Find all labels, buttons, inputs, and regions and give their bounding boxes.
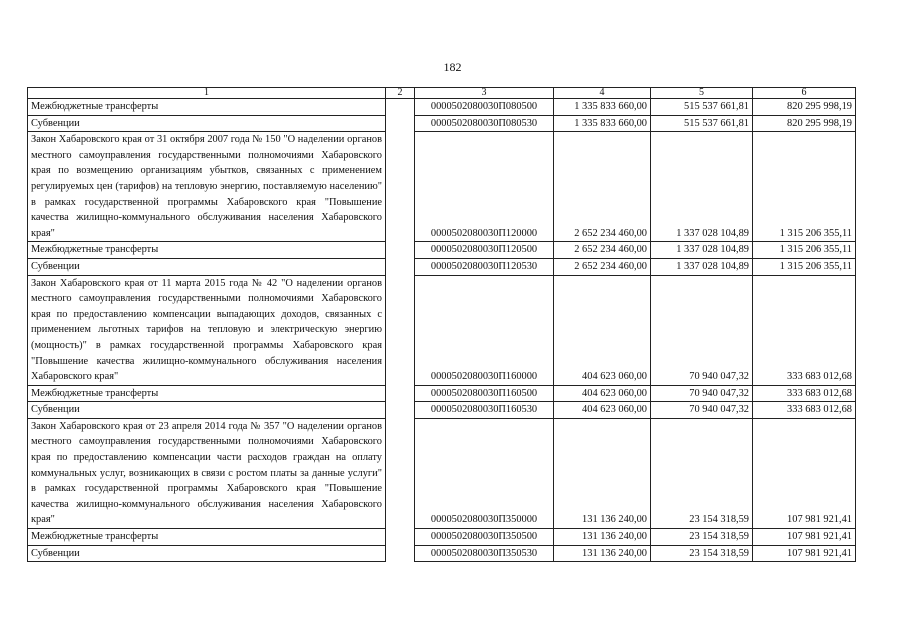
- value-col6-cell: 820 295 998,19: [753, 99, 856, 116]
- value-col5-cell: 70 940 047,32: [651, 385, 753, 402]
- empty-cell: [386, 132, 415, 242]
- column-header: 6: [753, 88, 856, 99]
- row-code-cell: 0000502080030П120000: [415, 132, 554, 242]
- value-col4-cell: 404 623 060,00: [554, 385, 651, 402]
- column-header: 2: [386, 88, 415, 99]
- value-col4-cell: 2 652 234 460,00: [554, 242, 651, 259]
- row-code-cell: 0000502080030П120500: [415, 242, 554, 259]
- table-row: [28, 529, 856, 546]
- value-col5-cell: 23 154 318,59: [651, 529, 753, 546]
- row-code-cell: 0000502080030П350000: [415, 418, 554, 528]
- value-col4-cell: 2 652 234 460,00: [554, 132, 651, 242]
- table-row: [28, 275, 856, 385]
- page-number: 182: [443, 60, 462, 74]
- row-code-cell: 0000502080030П160530: [415, 402, 554, 419]
- value-col5-cell: 515 537 661,81: [651, 115, 753, 132]
- table-row: [28, 99, 856, 116]
- row-code-cell: 0000502080030П120530: [415, 258, 554, 275]
- value-col4-cell: 131 136 240,00: [554, 418, 651, 528]
- table-row: [28, 402, 856, 419]
- empty-cell: [386, 99, 415, 116]
- row-code-cell: 0000502080030П160500: [415, 385, 554, 402]
- row-name-cell: Межбюджетные трансферты: [28, 99, 386, 116]
- empty-cell: [386, 545, 415, 562]
- value-col4-cell: 2 652 234 460,00: [554, 258, 651, 275]
- value-col4-cell: 1 335 833 660,00: [554, 99, 651, 116]
- value-col4-cell: 1 335 833 660,00: [554, 115, 651, 132]
- empty-cell: [386, 385, 415, 402]
- table-row: [28, 115, 856, 132]
- row-name-cell: Закон Хабаровского края от 23 апреля 2014 года № 357 "О наделении органов местного самоуправления государственными полномочиями Хабаровского края по предоставлению компенсации части расходов граждан на оплату коммунальных услуг, возникающих в связи с ростом платы за данные услуги" в рамках государственной программы Хабаровского края "Повышение качества жилищно-коммунального обслуживания населения Хабаровского края": [28, 418, 386, 528]
- value-col5-cell: 23 154 318,59: [651, 545, 753, 562]
- value-col6-cell: 107 981 921,41: [753, 418, 856, 528]
- value-col6-cell: 107 981 921,41: [753, 545, 856, 562]
- value-col5-cell: 1 337 028 104,89: [651, 132, 753, 242]
- value-col5-cell: 70 940 047,32: [651, 402, 753, 419]
- value-col6-cell: 333 683 012,68: [753, 385, 856, 402]
- value-col6-cell: 107 981 921,41: [753, 529, 856, 546]
- value-col5-cell: 515 537 661,81: [651, 99, 753, 116]
- value-col6-cell: 333 683 012,68: [753, 402, 856, 419]
- value-col4-cell: 131 136 240,00: [554, 529, 651, 546]
- value-col5-cell: 70 940 047,32: [651, 275, 753, 385]
- row-name-cell: Субвенции: [28, 545, 386, 562]
- row-name-cell: Межбюджетные трансферты: [28, 529, 386, 546]
- empty-cell: [386, 258, 415, 275]
- row-name-cell: Закон Хабаровского края от 11 марта 2015 года № 42 "О наделении органов местного самоуправления государственными полномочиями Хабаровского края по предоставлению компенсации выпадающих доходов, связанных с применением льготных тарифов на тепловую и электрическую энергию (мощность)" в рамках государственной программы Хабаровского края "Повышение качества жилищно-коммунального обслуживания населения Хабаровского края": [28, 275, 386, 385]
- column-header: 4: [554, 88, 651, 99]
- table-row: [28, 385, 856, 402]
- empty-cell: [386, 275, 415, 385]
- value-col6-cell: 1 315 206 355,11: [753, 258, 856, 275]
- value-col6-cell: 333 683 012,68: [753, 275, 856, 385]
- row-code-cell: 0000502080030П160000: [415, 275, 554, 385]
- table-row: [28, 258, 856, 275]
- column-header: 3: [415, 88, 554, 99]
- row-name-cell: Межбюджетные трансферты: [28, 385, 386, 402]
- budget-table: [27, 87, 856, 562]
- table-row: [28, 545, 856, 562]
- empty-cell: [386, 402, 415, 419]
- column-number-row: [28, 88, 856, 99]
- value-col5-cell: 23 154 318,59: [651, 418, 753, 528]
- column-header: 1: [28, 88, 386, 99]
- table-row: [28, 242, 856, 259]
- row-name-cell: Межбюджетные трансферты: [28, 242, 386, 259]
- value-col6-cell: 1 315 206 355,11: [753, 132, 856, 242]
- empty-cell: [386, 418, 415, 528]
- row-code-cell: 0000502080030П080530: [415, 115, 554, 132]
- value-col4-cell: 131 136 240,00: [554, 545, 651, 562]
- row-name-cell: Субвенции: [28, 115, 386, 132]
- value-col4-cell: 404 623 060,00: [554, 275, 651, 385]
- row-name-cell: Закон Хабаровского края от 31 октября 2007 года № 150 "О наделении органов местного самоуправления государственными полномочиями Хабаровского края по возмещению организациям убытков, связанных с применением регулируемых цен (тарифов) на тепловую энергию, поставляемую населению" в рамках государственной программы Хабаровского края "Повышение качества жилищно-коммунального обслуживания населения Хабаровского края": [28, 132, 386, 242]
- value-col6-cell: 1 315 206 355,11: [753, 242, 856, 259]
- value-col5-cell: 1 337 028 104,89: [651, 258, 753, 275]
- value-col6-cell: 820 295 998,19: [753, 115, 856, 132]
- empty-cell: [386, 115, 415, 132]
- row-name-cell: Субвенции: [28, 402, 386, 419]
- column-header: 5: [651, 88, 753, 99]
- table-row: [28, 418, 856, 528]
- value-col5-cell: 1 337 028 104,89: [651, 242, 753, 259]
- row-code-cell: 0000502080030П350530: [415, 545, 554, 562]
- row-name-cell: Субвенции: [28, 258, 386, 275]
- row-code-cell: 0000502080030П350500: [415, 529, 554, 546]
- empty-cell: [386, 242, 415, 259]
- row-code-cell: 0000502080030П080500: [415, 99, 554, 116]
- value-col4-cell: 404 623 060,00: [554, 402, 651, 419]
- table-row: [28, 132, 856, 242]
- empty-cell: [386, 529, 415, 546]
